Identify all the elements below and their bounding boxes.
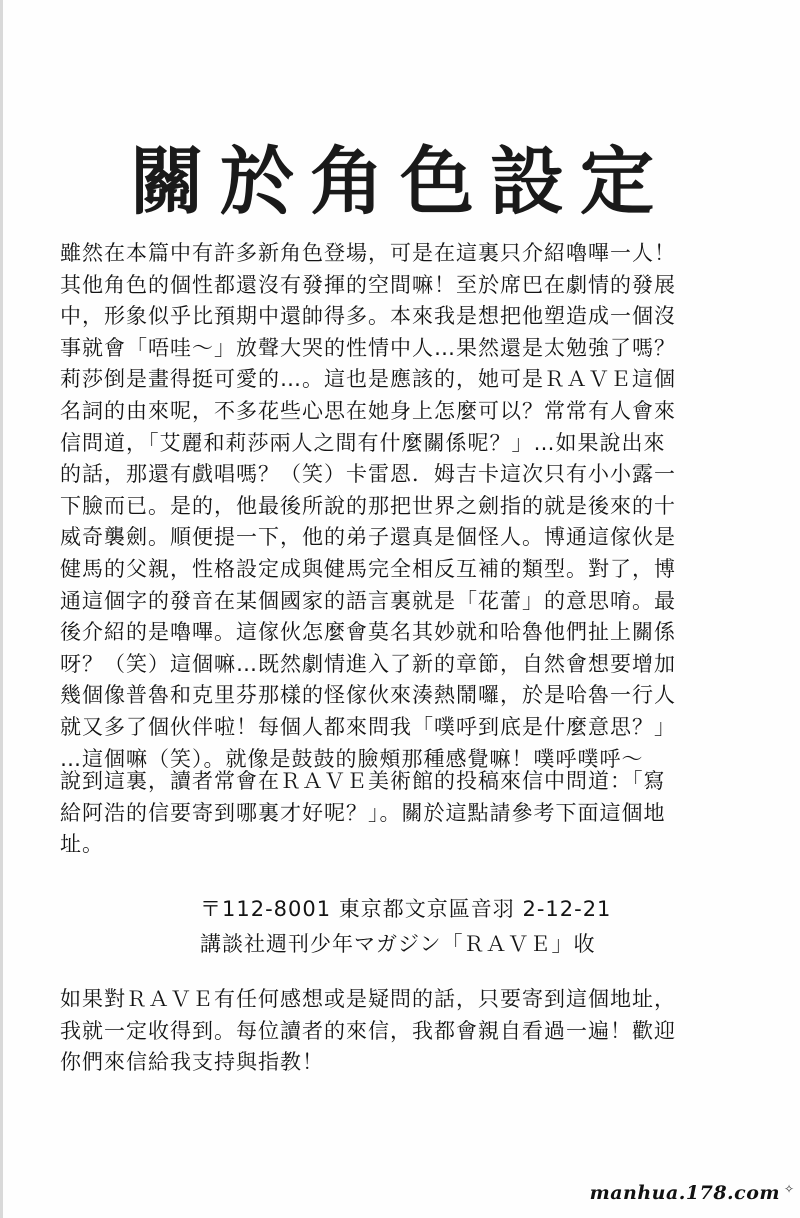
text-line: 雖然在本篇中有許多新角色登場，可是在這裏只介紹嚕嗶一人！	[60, 241, 676, 265]
page-title: 關於角色設定	[130, 138, 670, 225]
text-line: 莉莎倒是畫得挺可愛的…。這也是應該的，她可是ＲＡＶＥ這個	[60, 367, 676, 392]
sparkle-icon: ✧	[783, 1182, 794, 1196]
site-watermark: manhua.178.com	[589, 1182, 780, 1204]
text-line: 後介紹的是嚕嗶。這傢伙怎麼會莫名其妙就和哈魯他們扯上關係	[60, 620, 676, 645]
letters-paragraph	[60, 766, 750, 861]
closing-paragraph	[60, 984, 750, 1079]
text-line: 其他角色的個性都還沒有發揮的空間嘛！至於席巴在劇情的發展	[60, 272, 676, 297]
text-line: 下臉而已。是的，他最後所說的那把世界之劍指的就是後來的十	[60, 493, 676, 518]
text-line: 健馬的父親，性格設定成與健馬完全相反互補的類型。對了，博	[60, 556, 676, 581]
text-line: 我就一定收得到。每位讀者的來信，我都會親自看過一遍！歡迎	[60, 1018, 676, 1043]
address-line-publisher: 講談社週刊少年マガジン「ＲＡＶＥ」收	[200, 932, 596, 956]
text-line: 呀？（笑）這個嘛…既然劇情進入了新的章節，自然會想要增加	[60, 651, 676, 676]
character-notes-paragraph	[60, 238, 750, 775]
text-line: 中，形象似乎比預期中還帥得多。本來我是想把他塑造成一個沒	[60, 304, 676, 329]
text-line: …這個嘛（笑）。就像是鼓鼓的臉頰那種感覺嘛！噗呼噗呼～	[60, 746, 644, 771]
text-line: 給阿浩的信要寄到哪裏才好呢？」。關於這點請參考下面這個地	[60, 800, 666, 825]
text-line: 說到這裏，讀者常會在ＲＡＶＥ美術館的投稿來信中問道：「寫	[60, 769, 666, 793]
text-line: 址。	[60, 832, 104, 857]
mailing-address	[200, 892, 720, 962]
text-line: 事就會「唔哇～」放聲大哭的性情中人…果然還是太勉強了嗎？	[60, 335, 676, 360]
text-line: 的話，那還有戲唱嗎？（笑）卡雷恩．姆吉卡這次只有小小露一	[60, 462, 676, 487]
text-line: 幾個像普魯和克里芬那樣的怪傢伙來湊熱鬧囉，於是哈魯一行人	[60, 683, 676, 708]
text-line: 信問道，「艾麗和莉莎兩人之間有什麼關係呢？」…如果說出來	[60, 430, 666, 455]
text-line: 通這個字的發音在某個國家的語言裏就是「花蕾」的意思唷。最	[60, 588, 676, 613]
text-line: 名詞的由來呢，不多花些心思在她身上怎麼可以？常常有人會來	[60, 398, 676, 423]
text-line: 如果對ＲＡＶＥ有任何感想或是疑問的話，只要寄到這個地址，	[60, 987, 676, 1011]
address-line-postal: 〒112-8001 東京都文京區音羽 2-12-21	[200, 897, 612, 921]
text-line: 就又多了個伙伴啦！每個人都來問我「噗呼到底是什麼意思？」	[60, 714, 676, 739]
text-line: 你們來信給我支持與指教！	[60, 1050, 324, 1075]
text-line: 威奇襲劍。順便提一下，他的弟子還真是個怪人。博通這傢伙是	[60, 525, 676, 550]
